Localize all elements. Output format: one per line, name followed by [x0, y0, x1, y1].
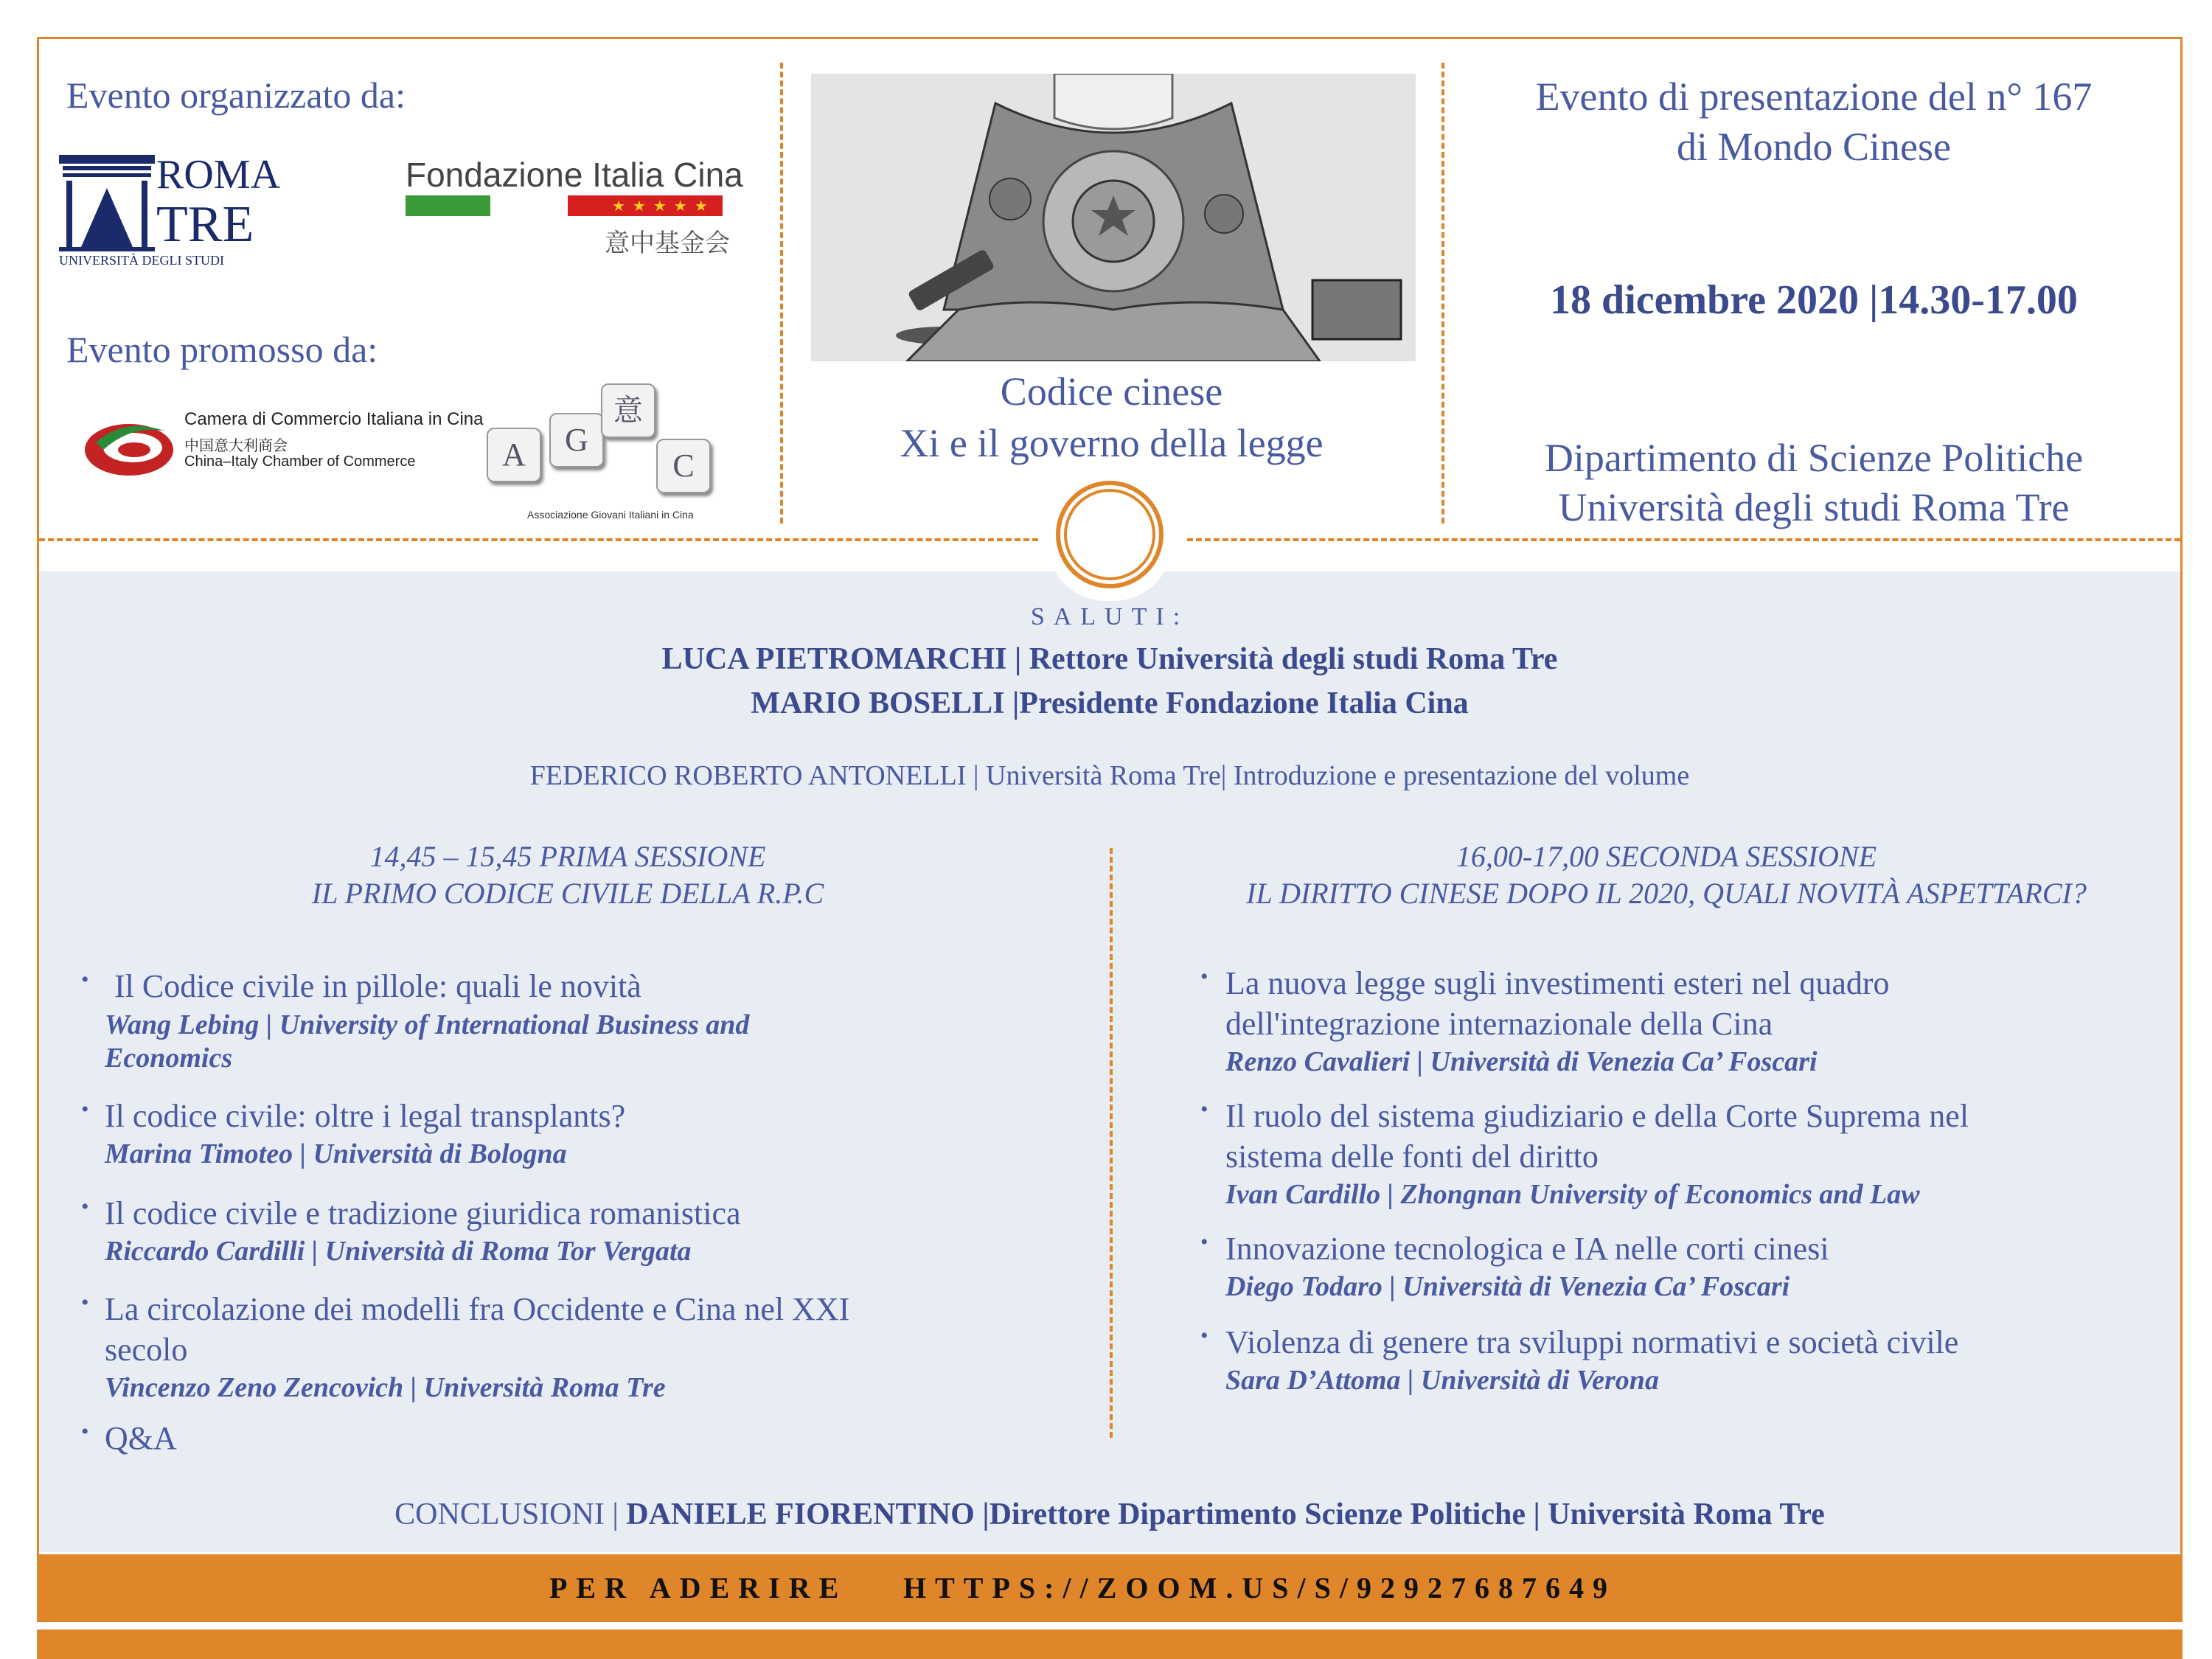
conclusioni-speaker: DANIELE FIORENTINO |Direttore Dipartimento Scienze Politiche | Università Roma Tre — [626, 1498, 1825, 1531]
bullet-icon: • — [1200, 1324, 1208, 1348]
bullet-icon: • — [1200, 1230, 1208, 1254]
camera-line3: China–Italy Chamber of Commerce — [184, 453, 416, 470]
book-cover-illustration — [811, 74, 1416, 361]
camera-logo — [81, 406, 484, 487]
session1-talk-3-speaker: Riccardo Cardilli | Università di Roma Tor Vergata — [105, 1236, 692, 1267]
session1-talk-1-title: Il Codice civile in pillole: quali le novità — [114, 968, 641, 1004]
circle-ornament — [1054, 479, 1165, 590]
conclusioni-label: CONCLUSIONI | — [394, 1498, 627, 1531]
camera-line2: 中国意大利商会 — [184, 437, 288, 454]
promoter-label: Evento promosso da: — [66, 329, 378, 370]
session2-talk-3-title: Innovazione tecnologica e IA nelle corti cinesi — [1225, 1231, 1829, 1267]
event-line1: Evento di presentazione del n° 167 — [1535, 74, 2093, 119]
session1-talk-4-title: La circolazione dei modelli fra Occidente e Cina nel XXI — [105, 1291, 850, 1327]
intro-speaker: FEDERICO ROBERTO ANTONELLI | Università Roma Tre| Introduzione e presentazione del volume — [529, 760, 1690, 791]
agic-tile-g: G — [549, 413, 604, 467]
agic-logo — [479, 383, 745, 531]
fondazione-name: Fondazione Italia Cina — [406, 156, 743, 194]
footer-bar-bottom — [37, 1630, 2183, 1659]
session1-talk-1-speaker-cont: Economics — [105, 1043, 233, 1074]
footer-bar — [37, 1554, 2183, 1621]
session1-talk-2-title: Il codice civile: oltre i legal transplants? — [105, 1098, 626, 1134]
session1-talk-1-speaker: Wang Lebing | University of International Business and — [105, 1009, 750, 1040]
romatre-sub: UNIVERSITÀ DEGLI STUDI — [59, 253, 224, 268]
fondazione-chinese: 意中基金会 — [605, 229, 730, 258]
bullet-icon: • — [81, 967, 89, 992]
agic-sub: Associazione Giovani Italiani in Cina — [527, 509, 694, 521]
session1-qa: Q&A — [105, 1420, 177, 1456]
session2-talk-4-title: Violenza di genere tra sviluppi normativi e società civile — [1225, 1324, 1959, 1360]
saluti-label: SALUTI: — [1030, 603, 1189, 630]
session2-talk-2-title: Il ruolo del sistema giudiziario e della Corte Suprema nel — [1225, 1098, 1969, 1134]
bullet-icon: • — [81, 1419, 89, 1444]
bullet-icon: • — [81, 1290, 89, 1315]
camera-line1: Camera di Commercio Italiana in Cina — [184, 409, 484, 429]
session1-talk-2-speaker: Marina Timoteo | Università di Bologna — [105, 1138, 567, 1169]
session2-talk-3-speaker: Diego Todaro | Università di Venezia Ca’ Foscari — [1225, 1271, 1790, 1302]
agic-tile-a: A — [487, 428, 541, 482]
session2-talk-4-speaker: Sara D’Attoma | Università di Verona — [1225, 1365, 1659, 1396]
saluti-speaker-1: LUCA PIETROMARCHI | Rettore Università degli studi Roma Tre — [661, 642, 1558, 676]
session1-talk-4-title-cont: secolo — [105, 1332, 188, 1368]
romatre-line1: ROMA — [156, 152, 281, 198]
romatre-line2: TRE — [156, 196, 254, 253]
session1-talk-4-speaker: Vincenzo Zeno Zencovich | Università Roma Tre — [105, 1372, 666, 1403]
session2-time: 16,00-17,00 SECONDA SESSIONE — [1455, 840, 1877, 873]
romatre-logo — [59, 151, 280, 269]
bullet-icon: • — [81, 1097, 89, 1121]
session1-title: IL PRIMO CODICE CIVILE DELLA R.P.C — [311, 877, 824, 910]
book-title-line1: Codice cinese — [1000, 369, 1223, 414]
session2-talk-1-speaker: Renzo Cavalieri | Università di Venezia Ca’ Foscari — [1225, 1046, 1818, 1077]
divider-sessions — [1110, 848, 1113, 1438]
session2-title: IL DIRITTO CINESE DOPO IL 2020, QUALI NOVITÀ ASPETTARCI? — [1246, 877, 2087, 910]
session2-talk-1-title-cont: dell'integrazione internazionale della Cina — [1225, 1006, 1773, 1042]
bullet-icon: • — [1200, 964, 1208, 989]
bullet-icon: • — [1200, 1097, 1208, 1121]
divider-right — [1441, 63, 1444, 524]
event-date: 18 dicembre 2020 |14.30-17.00 — [1550, 277, 2078, 323]
conclusioni — [39, 1497, 2180, 1532]
footer-label: PER ADERIRE — [549, 1571, 848, 1604]
session1-talk-3-title: Il codice civile e tradizione giuridica romanistica — [105, 1195, 741, 1231]
agic-tile-yi: 意 — [601, 383, 655, 438]
event-venue1: Dipartimento di Scienze Politiche — [1544, 436, 2084, 480]
divider-horizontal-left — [39, 538, 1038, 541]
organizer-label: Evento organizzato da: — [66, 74, 406, 116]
session2-talk-1-title: La nuova legge sugli investimenti esteri nel quadro — [1225, 965, 1890, 1001]
zoom-link[interactable]: HTTPS://ZOOM.US/S/92927687649 — [903, 1571, 1616, 1604]
fondazione-logo: Fondazione Italia Cina ★★★★★ 意中基金会 — [406, 156, 743, 258]
bullet-icon: • — [81, 1194, 89, 1219]
book-title-line2: Xi e il governo della legge — [900, 421, 1324, 465]
session2-talk-2-speaker: Ivan Cardillo | Zhongnan University of Economics and Law — [1225, 1179, 1920, 1210]
agic-tile-c: C — [656, 439, 711, 493]
divider-horizontal-right — [1187, 538, 2180, 541]
saluti-speaker-2: MARIO BOSELLI |Presidente Fondazione Italia Cina — [751, 686, 1469, 720]
event-venue2: Università degli studi Roma Tre — [1558, 485, 2070, 529]
event-line2: di Mondo Cinese — [1677, 125, 1951, 169]
session2-talk-2-title-cont: sistema delle fonti del diritto — [1225, 1138, 1599, 1175]
session1-time: 14,45 – 15,45 PRIMA SESSIONE — [369, 840, 766, 873]
